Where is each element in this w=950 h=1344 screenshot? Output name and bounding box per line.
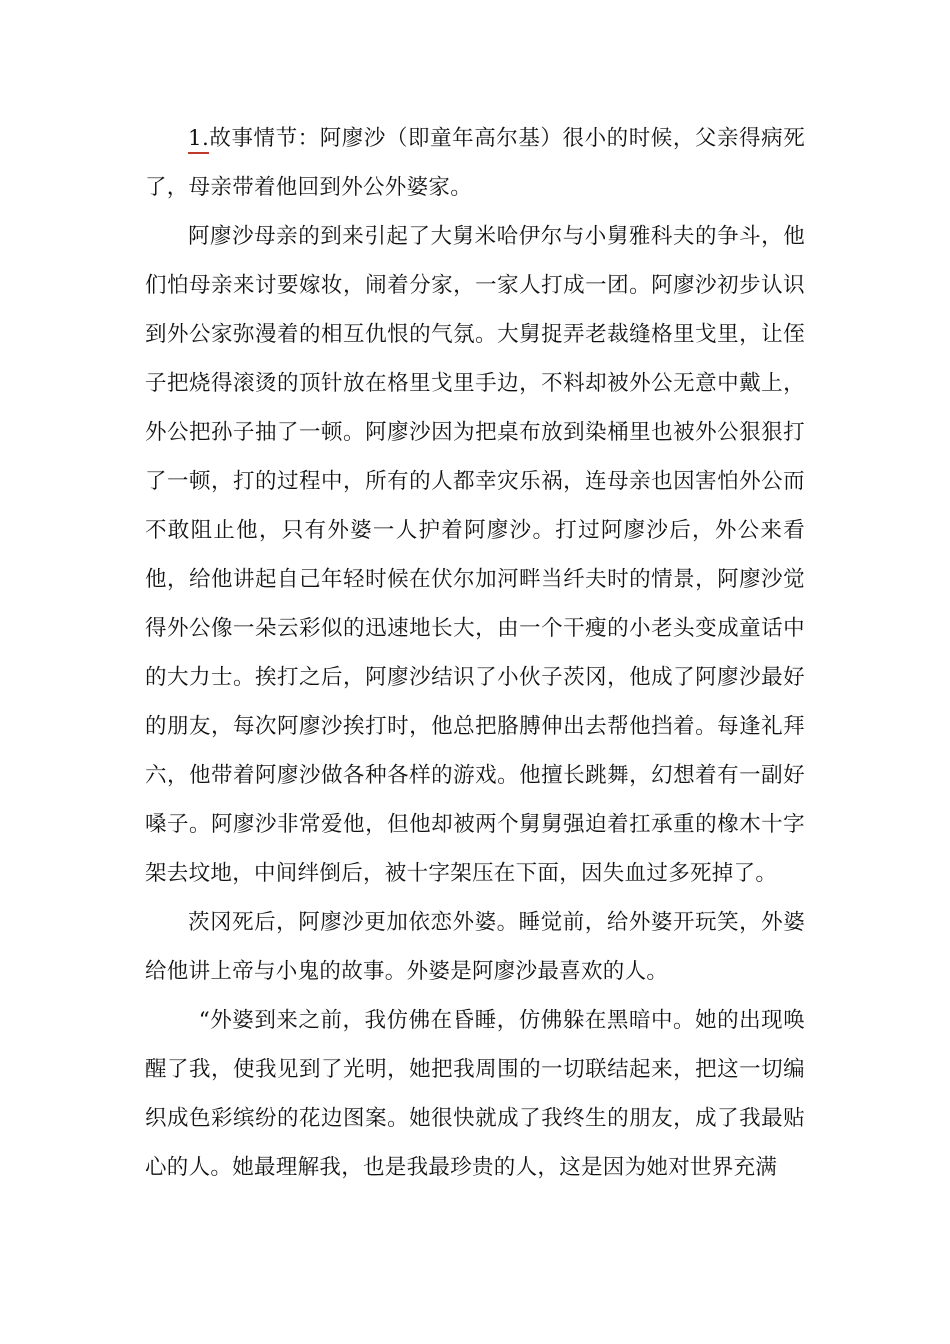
list-number: 1.: [188, 126, 209, 154]
paragraph-text: “外婆到来之前，我仿佛在昏睡，仿佛躲在黑暗中。她的出现唤醒了我，使我见到了光明，她把我周围的一切联结起来，把这一切编织成色彩缤纷的花边图案。她很快就成了我终生的朋友，成了我最贴心的人。她最理解我，也是我最珍贵的人，这是因为她对世界充满: [145, 1008, 805, 1180]
paragraph-story-summary: [145, 114, 805, 212]
paragraph-after-tsigan: [145, 898, 805, 996]
paragraph-text: 故事情节：阿廖沙（即童年高尔基）很小的时候，父亲得病死了，母亲带着他回到外公外婆家。: [145, 126, 805, 200]
paragraph-text: 茨冈死后，阿廖沙更加依恋外婆。睡觉前，给外婆开玩笑，外婆给他讲上帝与小鬼的故事。外婆是阿廖沙最喜欢的人。: [145, 910, 805, 984]
paragraph-grandmother-quote: [145, 996, 805, 1192]
paragraph-text: 阿廖沙母亲的到来引起了大舅米哈伊尔与小舅雅科夫的争斗，他们怕母亲来讨要嫁妆，闹着分家，一家人打成一团。阿廖沙初步认识到外公家弥漫着的相互仇恨的气氛。大舅捉弄老裁缝格里戈里，让侄子把烧得滚烫的顶针放在格里戈里手边，不料却被外公无意中戴上，外公把孙子抽了一顿。阿廖沙因为把桌布放到染桶里也被外公狠狠打了一顿，打的过程中，所有的人都幸灾乐祸，连母亲也因害怕外公而不敢阻止他，只有外婆一人护着阿廖沙。打过阿廖沙后，外公来看他，给他讲起自己年轻时候在伏尔加河畔当纤夫时的情景，阿廖沙觉得外公像一朵云彩似的迅速地长大，由一个干瘦的小老头变成童话中的大力士。挨打之后，阿廖沙结识了小伙子茨冈，他成了阿廖沙最好的朋友，每次阿廖沙挨打时，他总把胳膊伸出去帮他挡着。每逢礼拜六，他带着阿廖沙做各种各样的游戏。他擅长跳舞，幻想着有一副好嗓子。阿廖沙非常爱他，但他却被两个舅舅强迫着扛承重的橡木十字架去坟地，中间绊倒后，被十字架压在下面，因失血过多死掉了。: [145, 224, 805, 886]
document-body: [145, 114, 805, 1192]
paragraph-family-conflict: [145, 212, 805, 898]
